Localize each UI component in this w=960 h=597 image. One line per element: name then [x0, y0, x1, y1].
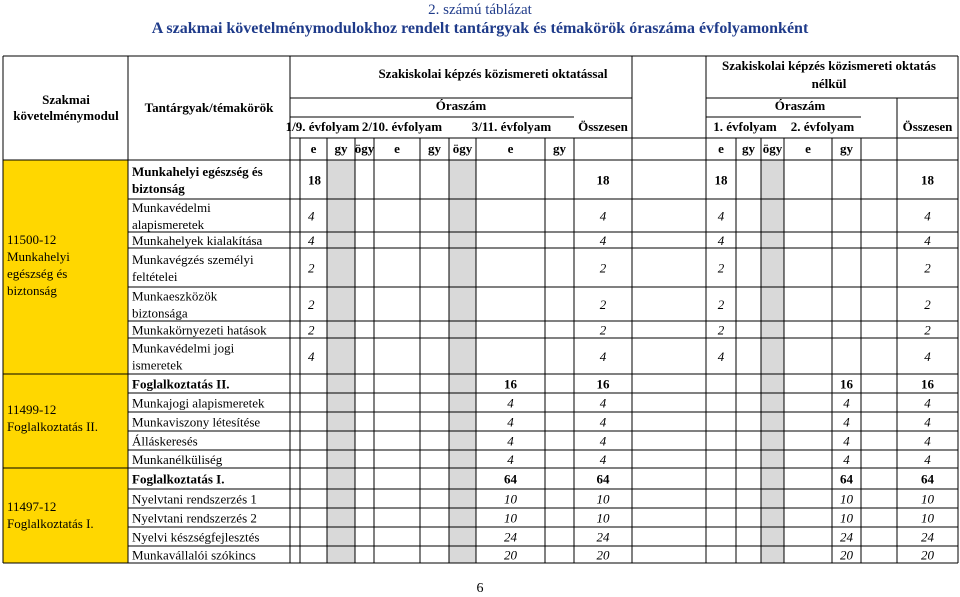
header-oraszam: Óraszám	[435, 98, 487, 113]
hours-value: 4	[924, 233, 931, 248]
hours-value: 4	[843, 433, 850, 449]
hours-value: 4	[599, 395, 607, 411]
module-label: Foglalkoztatás I.	[7, 516, 94, 531]
subject-label: Munkavédelmi	[132, 200, 211, 215]
subject-label: Munkahelyek kialakítása	[132, 233, 263, 248]
subject-label: biztonsága	[132, 305, 188, 321]
module-label: 11497-12	[7, 499, 57, 514]
header-sub: gy	[334, 141, 348, 156]
hours-value: 20	[840, 547, 853, 563]
hours-value: 4	[717, 233, 725, 248]
hours-value: 4	[843, 452, 850, 467]
header-year: 1. évfolyam	[713, 119, 777, 134]
hours-value: 4	[717, 208, 725, 224]
hours-value: 24	[921, 529, 934, 545]
shaded-col	[449, 160, 476, 374]
hours-value: 4	[924, 414, 931, 430]
hours-value: 2	[308, 297, 315, 312]
header-sub: ögy	[354, 141, 375, 156]
hours-value: 4	[924, 208, 931, 224]
header-oraszam: Óraszám	[774, 98, 826, 113]
hours-value: 4	[599, 452, 607, 467]
subject-label: Munkanélküliség	[132, 452, 223, 467]
header-sub: e	[718, 141, 724, 156]
module-label: egészség és	[7, 266, 68, 281]
hours-value: 10	[596, 510, 610, 526]
subject-label: Nyelvtani rendszerzés 2	[132, 510, 257, 526]
hours-value: 20	[504, 547, 517, 563]
hours-value: 10	[921, 510, 934, 526]
hours-value: 2	[924, 297, 931, 312]
header-group-without: nélkül	[811, 76, 847, 91]
hours-value: 16	[596, 376, 610, 392]
hours-value: 4	[507, 395, 514, 411]
hours-value: 4	[599, 433, 607, 449]
hours-value: 64	[596, 471, 610, 487]
hours-value: 4	[507, 433, 514, 449]
hours-value: 18	[921, 172, 934, 188]
subject-label: Nyelvtani rendszerzés 1	[132, 491, 257, 507]
hours-value: 10	[504, 491, 517, 507]
hours-value: 4	[599, 208, 607, 224]
header-sub: e	[507, 141, 514, 156]
subject-label: Álláskeresés	[132, 433, 198, 449]
hours-value: 16	[504, 376, 517, 392]
hours-value: 4	[308, 349, 315, 364]
module-label: Foglalkoztatás II.	[7, 419, 98, 434]
hours-value: 2	[717, 260, 725, 276]
hours-value: 4	[507, 452, 514, 467]
hours-value: 10	[596, 491, 610, 507]
hours-value: 18	[308, 172, 321, 188]
header-group-without: Szakiskolai képzés közismereti oktatás	[722, 58, 936, 73]
header-subjects: Tantárgyak/témakörök	[144, 100, 274, 115]
hours-value: 2	[924, 260, 931, 276]
hours-value: 64	[921, 471, 934, 487]
header-sub: e	[394, 141, 400, 156]
header-sub: gy	[428, 141, 441, 156]
hours-value: 24	[596, 529, 610, 545]
module-label: biztonság	[7, 283, 57, 298]
subject-label: alapismeretek	[132, 217, 205, 232]
subject-label: Munkajogi alapismeretek	[132, 395, 265, 411]
subject-label: Munkaeszközök	[132, 288, 218, 304]
subject-label: Munkavállalói szókincs	[132, 547, 256, 563]
hours-value: 20	[921, 547, 934, 563]
hours-value: 4	[924, 349, 931, 364]
subject-label: Munkavédelmi jogi	[132, 340, 235, 356]
header-year: 3/11. évfolyam	[471, 119, 552, 134]
hours-value: 4	[924, 433, 931, 449]
subject-label: feltételei	[132, 269, 178, 284]
hours-value: 16	[840, 376, 853, 392]
module-label: 11500-12	[7, 232, 57, 247]
header-sub: ögy	[762, 141, 783, 156]
header-year: 1/9. évfolyam	[285, 119, 360, 134]
header-modul-line: Szakmai	[42, 92, 90, 107]
hours-value: 2	[924, 322, 931, 338]
header-modul-line: követelménymodul	[13, 108, 119, 123]
header-sub: gy	[553, 141, 566, 156]
subject-label: Munkavégzés személyi	[132, 252, 254, 267]
hours-value: 4	[924, 452, 931, 467]
hours-value: 16	[921, 376, 934, 392]
hours-value: 20	[596, 547, 610, 563]
header-total: Összesen	[902, 119, 953, 134]
header-year: 2. évfolyam	[790, 119, 855, 134]
page-number: 6	[476, 581, 484, 596]
hours-value: 4	[308, 208, 315, 224]
subject-label: Nyelvi készségfejlesztés	[132, 529, 260, 545]
shaded-col	[761, 160, 784, 374]
hours-value: 10	[504, 510, 517, 526]
hours-value: 2	[599, 297, 607, 312]
table-caption-number: 2. számú táblázat	[428, 2, 532, 18]
hours-value: 2	[599, 260, 607, 276]
hours-value: 10	[840, 491, 853, 507]
subject-label: Foglalkoztatás I.	[132, 471, 225, 487]
subject-label: ismeretek	[132, 357, 183, 373]
subject-label: Foglalkoztatás II.	[132, 376, 230, 392]
hours-value: 10	[921, 491, 934, 507]
hours-value: 4	[599, 233, 607, 248]
module-label: 11499-12	[7, 402, 57, 417]
hours-value: 4	[717, 349, 725, 364]
header-total: Összesen	[578, 119, 628, 134]
hours-value: 4	[599, 349, 607, 364]
header-sub: e	[310, 141, 317, 156]
subject-label: Munkaviszony létesítése	[132, 414, 261, 430]
hours-value: 64	[504, 471, 517, 487]
hours-value: 4	[308, 233, 315, 248]
header-sub: e	[805, 141, 811, 156]
header-sub: gy	[742, 141, 755, 156]
header-group-with: Szakiskolai képzés közismereti oktatással	[378, 66, 608, 81]
hours-value: 24	[840, 529, 853, 545]
subject-label: Munkahelyi egészség és	[132, 164, 263, 179]
table-caption-title: A szakmai követelménymodulokhoz rendelt tantárgyak és témakörök óraszáma évfolyamonként	[151, 20, 809, 37]
hours-value: 2	[308, 260, 315, 276]
hours-value: 24	[504, 529, 517, 545]
header-sub: gy	[840, 141, 853, 156]
hours-value: 18	[596, 172, 610, 188]
hours-value: 2	[308, 322, 315, 338]
header-sub: ögy	[452, 141, 473, 156]
hours-value: 4	[599, 414, 607, 430]
header-year: 2/10. évfolyam	[361, 119, 443, 134]
hours-value: 64	[840, 471, 853, 487]
hours-value: 4	[843, 414, 850, 430]
hours-value: 2	[717, 322, 725, 338]
hours-value: 4	[843, 395, 850, 411]
hours-value: 18	[714, 172, 728, 188]
hours-value: 10	[840, 510, 853, 526]
module-label: Munkahelyi	[7, 249, 70, 264]
hours-value: 2	[717, 297, 725, 312]
hours-value: 4	[924, 395, 931, 411]
subject-label: Munkakörnyezeti hatások	[132, 322, 267, 338]
subject-label: biztonság	[132, 181, 185, 196]
hours-value: 2	[599, 322, 607, 338]
hours-value: 4	[507, 414, 514, 430]
shaded-col	[327, 160, 355, 374]
